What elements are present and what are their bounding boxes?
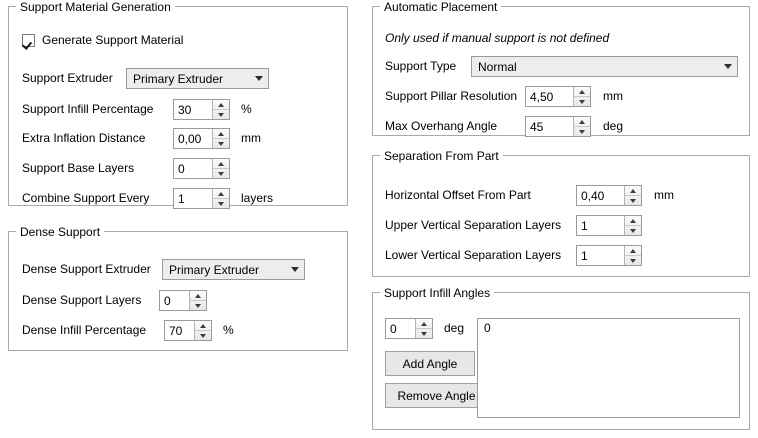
stepper-buttons[interactable] bbox=[212, 159, 229, 178]
stepper-down[interactable] bbox=[574, 96, 590, 106]
support-extruder-label: Support Extruder bbox=[22, 71, 113, 85]
group-support-infill-angles bbox=[372, 286, 750, 430]
row-combine-support-every bbox=[22, 187, 149, 209]
stepper-buttons[interactable] bbox=[624, 246, 641, 265]
support-infill-angles-list[interactable] bbox=[477, 318, 740, 418]
group-automatic-placement bbox=[372, 0, 750, 136]
generate-support-material-label: Generate Support Material bbox=[42, 33, 184, 47]
support-base-layers-label: Support Base Layers bbox=[22, 161, 135, 175]
support-base-layers-value[interactable]: 0 bbox=[174, 159, 212, 178]
dense-support-extruder-value: Primary Extruder bbox=[169, 262, 260, 277]
stepper-buttons[interactable] bbox=[573, 117, 590, 136]
group-legend: Support Material Generation bbox=[16, 0, 175, 14]
stepper-down[interactable] bbox=[213, 198, 229, 208]
row-support-type bbox=[385, 55, 456, 77]
chevron-down-icon[interactable] bbox=[719, 57, 737, 76]
upper-vertical-separation-layers-value[interactable]: 1 bbox=[577, 216, 624, 235]
dense-support-extruder-label: Dense Support Extruder bbox=[22, 262, 151, 276]
group-separation-from-part bbox=[372, 149, 750, 277]
stepper-up[interactable] bbox=[574, 87, 590, 96]
upper-vertical-separation-layers-label: Upper Vertical Separation Layers bbox=[385, 218, 562, 232]
stepper-down[interactable] bbox=[213, 168, 229, 178]
stepper-buttons[interactable] bbox=[212, 100, 229, 119]
row-support-infill-percentage bbox=[22, 98, 153, 120]
chevron-down-icon[interactable] bbox=[286, 260, 304, 279]
row-horizontal-offset-from-part bbox=[385, 184, 531, 206]
row-support-pillar-resolution bbox=[385, 85, 517, 107]
max-overhang-angle-value[interactable]: 45 bbox=[526, 117, 573, 136]
stepper-buttons[interactable] bbox=[573, 87, 590, 106]
stepper-down[interactable] bbox=[625, 225, 641, 235]
support-pillar-resolution-label: Support Pillar Resolution bbox=[385, 89, 518, 103]
group-legend: Separation From Part bbox=[380, 149, 503, 163]
support-extruder-value: Primary Extruder bbox=[133, 71, 224, 86]
dense-support-layers-label: Dense Support Layers bbox=[22, 293, 142, 307]
support-infill-percentage-label: Support Infill Percentage bbox=[22, 102, 154, 116]
dense-infill-percentage-stepper[interactable] bbox=[164, 320, 212, 341]
stepper-buttons[interactable] bbox=[624, 216, 641, 235]
support-extruder-combo[interactable] bbox=[126, 68, 269, 89]
horizontal-offset-from-part-unit: mm bbox=[654, 188, 674, 202]
stepper-buttons[interactable] bbox=[415, 319, 432, 338]
stepper-down[interactable] bbox=[625, 195, 641, 205]
support-infill-percentage-value[interactable]: 30 bbox=[174, 100, 212, 119]
stepper-buttons[interactable] bbox=[194, 321, 211, 340]
list-item[interactable]: 0 bbox=[484, 321, 491, 335]
stepper-down[interactable] bbox=[195, 330, 211, 340]
stepper-buttons[interactable] bbox=[189, 291, 206, 310]
horizontal-offset-from-part-value[interactable]: 0,40 bbox=[577, 186, 624, 205]
stepper-buttons[interactable] bbox=[624, 186, 641, 205]
extra-inflation-distance-stepper[interactable] bbox=[173, 128, 230, 149]
lower-vertical-separation-layers-stepper[interactable] bbox=[576, 245, 642, 266]
support-infill-percentage-unit: % bbox=[241, 102, 252, 116]
stepper-up[interactable] bbox=[195, 321, 211, 330]
group-dense-support bbox=[8, 225, 348, 351]
stepper-down[interactable] bbox=[625, 255, 641, 265]
stepper-up[interactable] bbox=[213, 159, 229, 168]
checkbox-box[interactable] bbox=[22, 34, 35, 47]
combine-support-every-stepper[interactable] bbox=[173, 188, 230, 209]
group-legend: Automatic Placement bbox=[380, 0, 501, 14]
generate-support-material-checkbox[interactable] bbox=[22, 33, 183, 47]
dense-infill-percentage-unit: % bbox=[223, 323, 234, 337]
stepper-up[interactable] bbox=[416, 319, 432, 328]
stepper-up[interactable] bbox=[574, 117, 590, 126]
horizontal-offset-from-part-label: Horizontal Offset From Part bbox=[385, 188, 531, 202]
stepper-up[interactable] bbox=[625, 216, 641, 225]
row-extra-inflation-distance bbox=[22, 127, 145, 149]
row-upper-vertical-separation-layers bbox=[385, 214, 561, 236]
lower-vertical-separation-layers-value[interactable]: 1 bbox=[577, 246, 624, 265]
group-support-material-generation bbox=[8, 0, 348, 206]
row-support-base-layers bbox=[22, 157, 134, 179]
stepper-up[interactable] bbox=[213, 189, 229, 198]
support-infill-percentage-stepper[interactable] bbox=[173, 99, 230, 120]
support-type-value: Normal bbox=[478, 59, 517, 74]
dense-support-layers-value[interactable]: 0 bbox=[160, 291, 189, 310]
stepper-down[interactable] bbox=[213, 138, 229, 148]
stepper-up[interactable] bbox=[213, 100, 229, 109]
angle-unit: deg bbox=[444, 321, 465, 335]
stepper-up[interactable] bbox=[190, 291, 206, 300]
combine-support-every-unit: layers bbox=[241, 191, 274, 205]
stepper-buttons[interactable] bbox=[212, 189, 229, 208]
group-legend: Support Infill Angles bbox=[380, 286, 494, 300]
group-legend: Dense Support bbox=[16, 225, 104, 239]
combine-support-every-value[interactable]: 1 bbox=[174, 189, 212, 208]
upper-vertical-separation-layers-stepper[interactable] bbox=[576, 215, 642, 236]
add-angle-button[interactable]: Add Angle bbox=[385, 351, 475, 376]
stepper-down[interactable] bbox=[213, 109, 229, 119]
angle-value[interactable]: 0 bbox=[386, 319, 415, 338]
stepper-up[interactable] bbox=[625, 186, 641, 195]
lower-vertical-separation-layers-label: Lower Vertical Separation Layers bbox=[385, 248, 562, 262]
chevron-down-icon[interactable] bbox=[250, 69, 268, 88]
support-type-label: Support Type bbox=[385, 59, 457, 73]
stepper-down[interactable] bbox=[574, 126, 590, 136]
stepper-up[interactable] bbox=[213, 129, 229, 138]
dense-support-extruder-combo[interactable] bbox=[162, 259, 305, 280]
max-overhang-angle-unit: deg bbox=[603, 119, 624, 133]
row-dense-support-layers bbox=[22, 289, 141, 311]
combine-support-every-label: Combine Support Every bbox=[22, 191, 150, 205]
automatic-placement-note: Only used if manual support is not defined bbox=[385, 31, 610, 45]
horizontal-offset-from-part-stepper[interactable] bbox=[576, 185, 642, 206]
max-overhang-angle-label: Max Overhang Angle bbox=[385, 119, 498, 133]
dense-infill-percentage-label: Dense Infill Percentage bbox=[22, 323, 147, 337]
dense-support-layers-stepper[interactable] bbox=[159, 290, 207, 311]
stepper-up[interactable] bbox=[625, 246, 641, 255]
row-lower-vertical-separation-layers bbox=[385, 244, 561, 266]
extra-inflation-distance-label: Extra Inflation Distance bbox=[22, 131, 146, 145]
stepper-down[interactable] bbox=[416, 328, 432, 338]
angle-stepper[interactable] bbox=[385, 318, 433, 339]
row-dense-support-extruder bbox=[22, 258, 151, 280]
support-pillar-resolution-unit: mm bbox=[603, 89, 623, 103]
support-base-layers-stepper[interactable] bbox=[173, 158, 230, 179]
stepper-buttons[interactable] bbox=[212, 129, 229, 148]
row-support-extruder bbox=[22, 67, 113, 89]
extra-inflation-distance-unit: mm bbox=[241, 131, 261, 145]
support-pillar-resolution-value[interactable]: 4,50 bbox=[526, 87, 573, 106]
dense-infill-percentage-value[interactable]: 70 bbox=[165, 321, 194, 340]
remove-angle-button[interactable]: Remove Angle bbox=[385, 383, 488, 408]
row-max-overhang-angle bbox=[385, 115, 497, 137]
extra-inflation-distance-value[interactable]: 0,00 bbox=[174, 129, 212, 148]
max-overhang-angle-stepper[interactable] bbox=[525, 116, 591, 137]
stepper-down[interactable] bbox=[190, 300, 206, 310]
support-type-combo[interactable] bbox=[471, 56, 738, 77]
support-pillar-resolution-stepper[interactable] bbox=[525, 86, 591, 107]
row-dense-infill-percentage bbox=[22, 319, 146, 341]
